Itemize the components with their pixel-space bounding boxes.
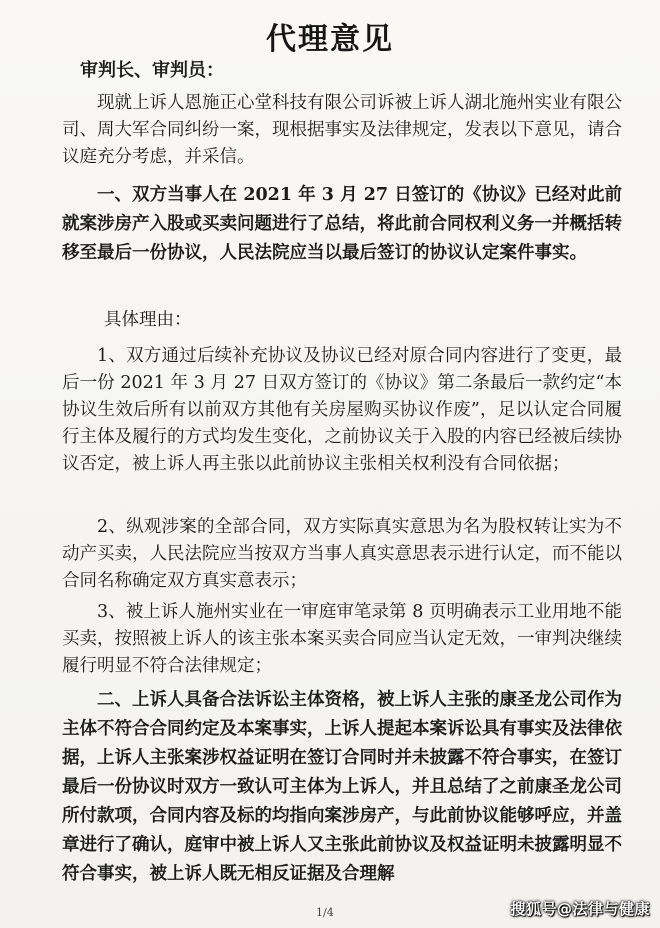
- reason-1-paragraph: 1、双方通过后续补充协议及协议已经对原合同内容进行了变更，最后一份 2021 年 3 月 27 日双方签订的《协议》第二条最后一款约定“本协议生效后所有以前双方其他有关房屋购买协议作废”，足以认定合同履行主体及履行的方式均发生变化，之前协议关于入股的内容已经被后续协议否定，被上诉人再主张以此前协议主张相关权利没有合同依据；: [62, 346, 622, 474]
- point-two-heading: 二、上诉人具备合法诉讼主体资格，被上诉人主张的康圣龙公司作为主体不符合合同约定及本案事实，上诉人提起本案诉讼具有事实及法律依据，上诉人主张案涉权益证明在签订合同时并未披露不符合事实，在签订最后一份协议时双方一致认可主体为上诉人，并且总结了之前康圣龙公司所付款项，合同内容及标的均指向案涉房产，与此前协议能够呼应，并盖章进行了确认，庭审中被上诉人又主张此前协议及权益证明未披露明显不符合事实，被上诉人既无相反证据及合理解: [62, 690, 622, 884]
- point-one-heading: 一、双方当事人在 2021 年 3 月 27 日签订的《协议》已经对此前就案涉房产入股或买卖问题进行了总结，将此前合同权利义务一并概括转移至最后一份协议，人民法院应当以最后签订的协议认定案件事实。: [62, 185, 622, 263]
- intro-paragraph: 现就上诉人恩施正心堂科技有限公司诉被上诉人湖北施州实业有限公司、周大军合同纠纷一案，现根据事实及法律规定，发表以下意见，请合议庭充分考虑，并采信。: [62, 93, 622, 167]
- reason-3-paragraph: 3、被上诉人施州实业在一审庭审笔录第 8 页明确表示工业用地不能买卖，按照被上诉人的该主张本案买卖合同应当认定无效，一审判决继续履行明显不符合法律规定；: [62, 602, 622, 676]
- salutation: 审判长、审判员：: [80, 60, 224, 81]
- watermark: 搜狐号@法律与健康: [510, 900, 650, 918]
- document-title: 代理意见: [266, 22, 394, 57]
- reason-2-paragraph: 2、纵观涉案的全部合同，双方实际真实意思为名为股权转让实为不动产买卖，人民法院应当按双方当事人真实意思表示进行认定，而不能以合同名称确定双方真实意表示；: [62, 517, 622, 591]
- page-number: 1/4: [316, 906, 334, 919]
- reasons-label: 具体理由：: [104, 310, 192, 330]
